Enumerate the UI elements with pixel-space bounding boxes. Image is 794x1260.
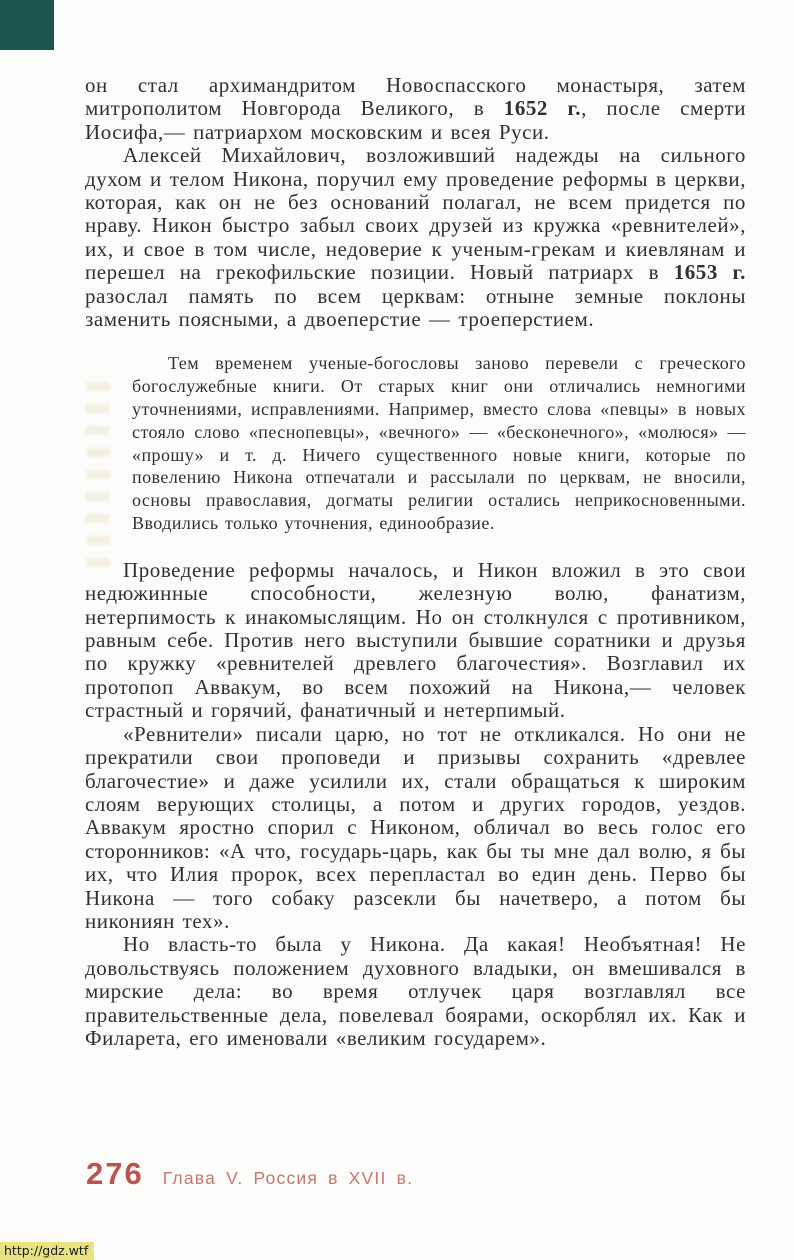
paragraph-continuation: он стал архимандритом Новоспасского монастыря, затем митрополитом Новгорода Великого, в 1652 г., после смерти Иосифа,— патриархом московским и всея Руси. xyxy=(85,73,746,144)
page-number: 276 xyxy=(86,1156,144,1191)
paragraph: Алексей Михайлович, возложивший надежды на сильного духом и телом Никона, поручил ему проведение реформы в церкви, которая, как он не без оснований полагал, не всем придется по нраву. Никон быстро забыл своих друзей из кружка «ревнителей», их, и свое в том числе, недоверие к ученым-грекам и киевлянам и перешел на грекофильские позиции. Новый патриарх в 1653 г. разослал память по всем церквам: отныне земные поклоны заменить поясными, а двоеперстие — троеперстием. xyxy=(85,143,746,332)
petit-paragraph: Тем временем ученые-богословы заново перевели с греческого богослужебные книги. От старых книг они отличались немногими уточнениями, исправлениями. Например, вместо слова «певцы» в новых стояло слово «песнопевцы», «вечного» — «бесконечного», «молюся» — «прошу» и т. д. Ничего существенного новые книги, которые по повелению Никона отпечатали и рассылали по церквам, не вносили, основы православия, догматы религии остались неприкосновенными. Вводились только уточнения, единообразие. xyxy=(132,353,746,534)
chapter-title: Глава V. Россия в XVII в. xyxy=(162,1168,414,1188)
page-footer xyxy=(86,1156,413,1192)
paragraph: Проведение реформы началось, и Никон вложил в это свои недюжинные способности, железную волю, фанатизм, нетерпимость к инакомыслящим. Но он столкнулся с противником, равным себе. Против него выступили бывшие соратники и друзья по кружку «ревнителей древлего благочестия». Возглавил их протопоп Аввакум, во всем похожий на Никона,— человек страстный и горячий, фанатичный и нетерпимый. xyxy=(85,557,746,723)
paragraph: «Ревнители» писали царю, но тот не откликался. Но они не прекратили свои проповеди и призывы сохранить «древлее благочестие» и даже усилили их, стали обращаться к широким слоям верующих столицы, а потом и других городов, уездов. Аввакум яростно спорил с Никоном, обличал во весь голос его сторонников: «А что, государь-царь, как бы ты мне дал волю, я бы их, что Илия пророк, всех перепластал во един день. Перво бы Никона — того собаку разсекли бы начетверо, а потом бы никониян тех». xyxy=(85,721,746,933)
paragraph: Но власть-то была у Никона. Да какая! Необъятная! Не довольствуясь положением духовного владыки, он вмешивался в мирские дела: во время отлучек царя возглавлял все правительственные дела, повелевал боярами, оскорблял их. Как и Филарета, его именовали «великим государем». xyxy=(85,932,746,1050)
watermark-link[interactable]: http://gdz.wtf xyxy=(0,1242,94,1260)
corner-scan-square xyxy=(0,0,54,50)
page-text xyxy=(85,74,746,1050)
